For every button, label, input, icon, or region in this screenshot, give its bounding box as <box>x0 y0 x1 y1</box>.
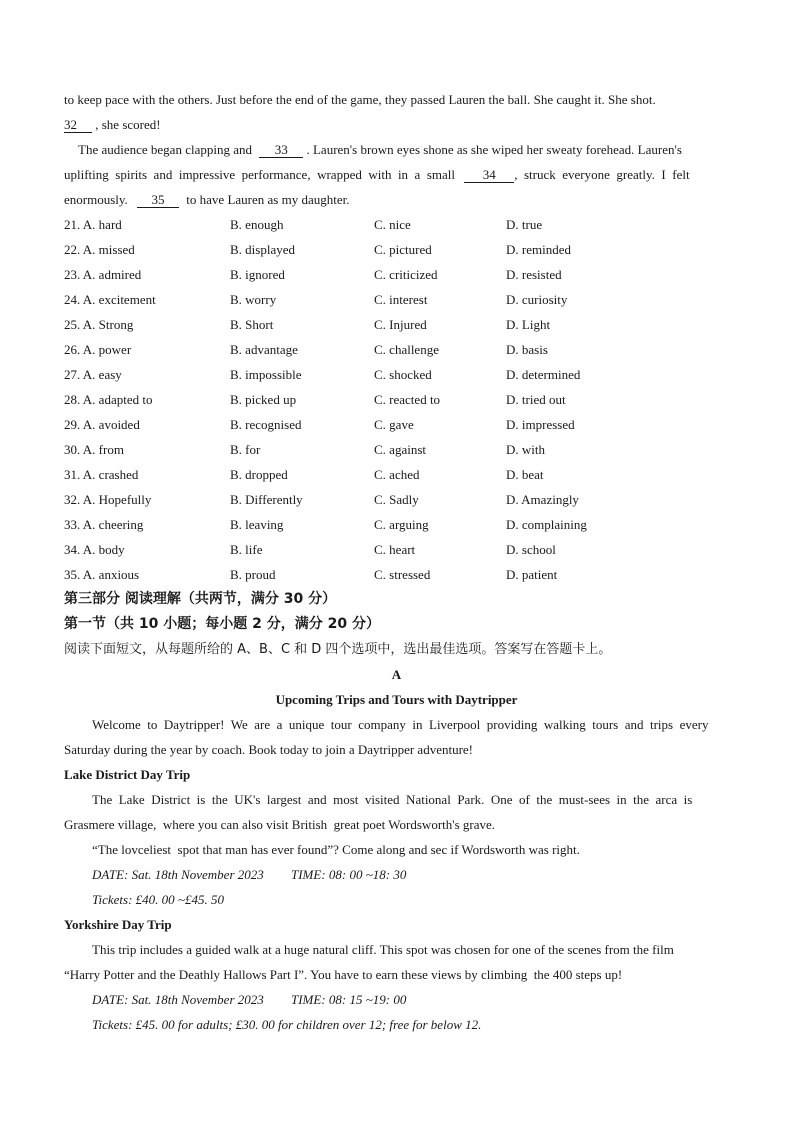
cloze-text: enormously. <box>64 192 128 207</box>
option-c: C. ached <box>374 467 420 482</box>
option-a: 28. A. adapted to <box>64 392 153 407</box>
option-a: 24. A. excitement <box>64 292 156 307</box>
yorkshire-text: This trip includes a guided walk at a huge natural cliff. This spot was chosen for one of the scenes from the film <box>92 942 674 957</box>
cloze-text: , she scored! <box>92 117 161 132</box>
option-b: B. leaving <box>230 517 284 532</box>
intro-line: Welcome to Daytripper! We are a unique tour company in Liverpool providing walking tours and trips every <box>92 717 709 732</box>
yorkshire-time: TIME: 08: 15 ~19: 00 <box>291 992 407 1007</box>
option-a: 30. A. from <box>64 442 124 457</box>
lake-date-time <box>92 862 729 887</box>
intro-line: Saturday during the year by coach. Book today to join a Daytripper adventure! <box>64 742 474 757</box>
cloze-line <box>64 162 729 187</box>
option-d: D. true <box>506 217 543 232</box>
option-row <box>64 212 729 237</box>
option-b: B. proud <box>230 567 276 582</box>
option-a: 34. A. body <box>64 542 125 557</box>
option-c: C. against <box>374 442 426 457</box>
lake-tickets: Tickets: £40. 00 ~£45. 50 <box>92 892 224 907</box>
lake-date: DATE: Sat. 18th November 2023 <box>92 867 264 882</box>
option-b: B. life <box>230 542 263 557</box>
blank-33: 33 <box>259 142 303 158</box>
option-c: C. heart <box>374 542 416 557</box>
option-b: B. displayed <box>230 242 295 257</box>
option-c: C. stressed <box>374 567 431 582</box>
option-d: D. basis <box>506 342 548 357</box>
passage-title: Upcoming Trips and Tours with Daytripper <box>275 692 518 707</box>
lake-text: Grasmere village, where you can also visit British great poet Wordsworth's grave. <box>64 817 496 832</box>
option-d: D. tried out <box>506 392 566 407</box>
option-row <box>64 562 729 587</box>
option-row <box>64 462 729 487</box>
option-c: C. interest <box>374 292 428 307</box>
cloze-line <box>64 187 729 212</box>
option-b: B. dropped <box>230 467 288 482</box>
option-c: C. Sadly <box>374 492 419 507</box>
option-b: B. advantage <box>230 342 298 357</box>
cloze-text: to have Lauren as my daughter. <box>186 192 350 207</box>
lake-text: “The lovceliest spot that man has ever found”? Come along and sec if Wordsworth was right. <box>92 842 580 857</box>
option-d: D. with <box>506 442 545 457</box>
option-d: D. curiosity <box>506 292 568 307</box>
lake-time: TIME: 08: 00 ~18: 30 <box>291 867 407 882</box>
cloze-text: uplifting spirits and impressive performance, wrapped with in a small <box>64 167 455 182</box>
option-d: D. impressed <box>506 417 575 432</box>
cloze-line <box>78 137 729 162</box>
option-row <box>64 362 729 387</box>
yorkshire-tickets: Tickets: £45. 00 for adults; £30. 00 for children over 12; free for below 12. <box>92 1017 482 1032</box>
option-c: C. shocked <box>374 367 432 382</box>
yorkshire-date: DATE: Sat. 18th November 2023 <box>92 992 264 1007</box>
option-a: 29. A. avoided <box>64 417 140 432</box>
option-row <box>64 312 729 337</box>
option-b: B. Differently <box>230 492 303 507</box>
option-a: 33. A. cheering <box>64 517 144 532</box>
cloze-text: The audience began clapping and <box>78 142 252 157</box>
blank-34: 34 <box>464 167 514 183</box>
option-d: D. determined <box>506 367 581 382</box>
cloze-text: . Lauren's brown eyes shone as she wiped her sweaty forehead. Lauren's <box>306 142 682 157</box>
yorkshire-heading: Yorkshire Day Trip <box>64 917 172 932</box>
option-b: B. for <box>230 442 261 457</box>
blank-35: 35 <box>137 192 179 208</box>
option-b: B. recognised <box>230 417 302 432</box>
option-c: C. reacted to <box>374 392 441 407</box>
option-row <box>64 412 729 437</box>
option-a: 22. A. missed <box>64 242 135 257</box>
option-d: D. patient <box>506 567 558 582</box>
option-row <box>64 262 729 287</box>
yorkshire-text: “Harry Potter and the Deathly Hallows Part I”. You have to earn these views by climbing the 400 steps up! <box>64 967 623 982</box>
option-a: 27. A. easy <box>64 367 122 382</box>
instruction: 阅读下面短文，从每题所给的 A、B、C 和 D 四个选项中，选出最佳选项。答案写在答题卡上。 <box>64 642 612 657</box>
option-c: C. criticized <box>374 267 438 282</box>
option-row <box>64 287 729 312</box>
option-b: B. impossible <box>230 367 302 382</box>
part-title: 第三部分 阅读理解（共两节，满分 30 分） <box>64 591 337 607</box>
option-row <box>64 437 729 462</box>
option-b: B. enough <box>230 217 284 232</box>
cloze-line <box>64 87 729 112</box>
cloze-line <box>64 112 729 137</box>
option-a: 32. A. Hopefully <box>64 492 152 507</box>
yorkshire-date-time <box>92 987 729 1012</box>
option-row <box>64 512 729 537</box>
option-c: C. challenge <box>374 342 439 357</box>
option-d: D. reminded <box>506 242 571 257</box>
section-subtitle: 第一节（共 10 小题；每小题 2 分，满分 20 分） <box>64 616 380 632</box>
option-a: 23. A. admired <box>64 267 142 282</box>
option-row <box>64 537 729 562</box>
option-row <box>64 337 729 362</box>
cloze-text: , struck everyone greatly. I felt <box>514 167 690 182</box>
option-b: B. ignored <box>230 267 285 282</box>
option-a: 26. A. power <box>64 342 132 357</box>
option-d: D. resisted <box>506 267 562 282</box>
blank-32: 32 <box>64 117 92 133</box>
option-c: C. arguing <box>374 517 429 532</box>
option-d: D. Amazingly <box>506 492 579 507</box>
cloze-text: to keep pace with the others. Just before the end of the game, they passed Lauren the ball. She caught it. She shot. <box>64 92 656 107</box>
option-c: C. gave <box>374 417 414 432</box>
option-c: C. nice <box>374 217 411 232</box>
option-a: 25. A. Strong <box>64 317 134 332</box>
option-b: B. picked up <box>230 392 297 407</box>
option-b: B. Short <box>230 317 274 332</box>
option-row <box>64 237 729 262</box>
option-b: B. worry <box>230 292 277 307</box>
option-c: C. pictured <box>374 242 432 257</box>
passage-letter: A <box>391 667 402 682</box>
option-row <box>64 387 729 412</box>
option-d: D. beat <box>506 467 544 482</box>
option-row <box>64 487 729 512</box>
lake-heading: Lake District Day Trip <box>64 767 191 782</box>
option-a: 31. A. crashed <box>64 467 139 482</box>
option-a: 21. A. hard <box>64 217 122 232</box>
option-d: D. school <box>506 542 556 557</box>
option-d: D. Light <box>506 317 551 332</box>
lake-text: The Lake District is the UK's largest and most visited National Park. One of the must-sees in the arca is <box>92 792 693 807</box>
option-d: D. complaining <box>506 517 587 532</box>
option-a: 35. A. anxious <box>64 567 140 582</box>
option-c: C. Injured <box>374 317 427 332</box>
